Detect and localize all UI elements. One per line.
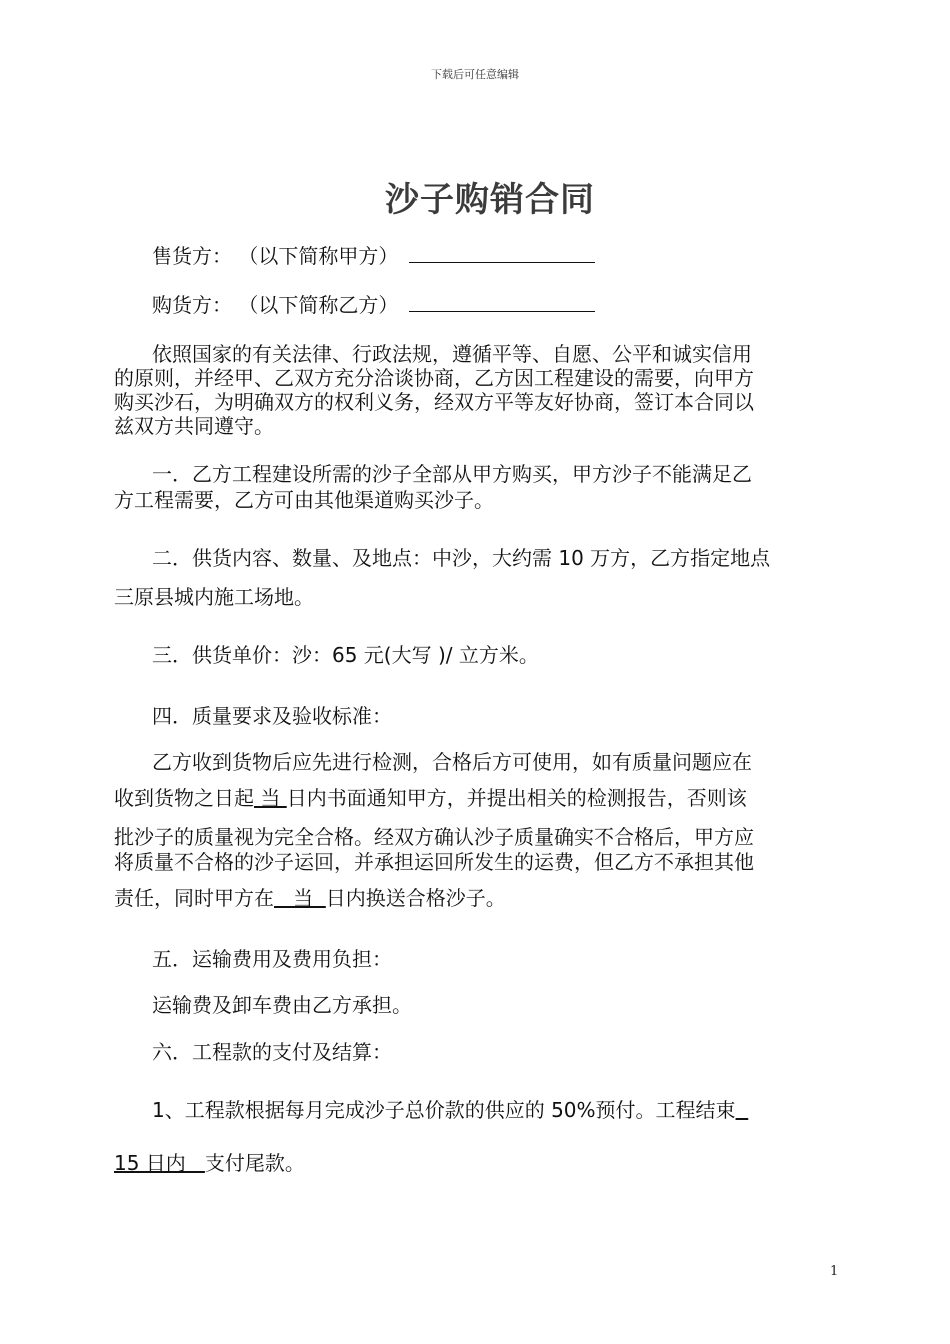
clause-4-line [114,785,834,811]
clause-4-text: 日内换送合格沙子。 [325,886,506,910]
page-title: 沙子购销合同 [385,180,595,220]
clause-6-item-1-line [114,1097,872,1123]
preamble-line: 兹双方共同遵守。 [114,414,274,438]
buyer-line [114,292,872,318]
seller-line [114,243,872,269]
page-number: 1 [830,1264,839,1279]
clause-6-text: 支付尾款。 [204,1151,305,1175]
seller-blank [409,244,595,263]
fill-in-days: 15 日内 [114,1151,205,1175]
clause-4-text: 责任，同时甲方在 [114,886,274,910]
clause-4-line [114,885,834,911]
fill-in-days [736,1098,749,1122]
clause-3-line: 三．供货单价：沙：65 元(大写 )/ 立方米。 [152,643,539,667]
fill-in-days: 当 [254,786,287,810]
clause-4-line: 批沙子的质量视为完全合格。经双方确认沙子质量确实不合格后，甲方应 [114,825,754,849]
clause-6-item-1-line [114,1150,834,1176]
clause-4-text: 收到货物之日起 [114,786,254,810]
preamble-line: 的原则，并经甲、乙双方充分洽谈协商，乙方因工程建设的需要，向甲方 [114,366,754,390]
buyer-blank [409,293,595,312]
clause-1-line: 方工程需要，乙方可由其他渠道购买沙子。 [114,488,494,512]
clause-2-line: 三原县城内施工场地。 [114,585,314,609]
clause-5-body: 运输费及卸车费由乙方承担。 [152,993,412,1017]
seller-note: （以下简称甲方） [238,244,399,268]
clause-2-line: 二．供货内容、数量、及地点：中沙，大约需 10 万方，乙方指定地点 [152,546,771,570]
fill-in-days: 当 [274,886,326,910]
header-note: 下载后可任意编辑 [431,68,519,81]
clause-1-line: 一．乙方工程建设所需的沙子全部从甲方购买，甲方沙子不能满足乙 [152,462,752,486]
preamble-line: 依照国家的有关法律、行政法规，遵循平等、自愿、公平和诚实信用 [152,342,752,366]
clause-6-text: 1、工程款根据每月完成沙子总价款的供应的 50%预付。工程结束 [152,1098,736,1122]
seller-label: 售货方： [152,244,232,268]
buyer-note: （以下简称乙方） [238,293,399,317]
clause-4-text: 日内书面通知甲方，并提出相关的检测报告，否则该 [286,786,747,810]
buyer-label: 购货方： [152,293,232,317]
clause-4-line: 乙方收到货物后应先进行检测，合格后方可使用，如有质量问题应在 [152,750,752,774]
preamble-line: 购买沙石，为明确双方的权利义务，经双方平等友好协商，签订本合同以 [114,390,754,414]
clause-4-heading: 四．质量要求及验收标准： [152,704,392,728]
clause-4-line: 将质量不合格的沙子运回，并承担运回所发生的运费，但乙方不承担其他 [114,850,754,874]
clause-5-heading: 五．运输费用及费用负担： [152,947,392,971]
clause-6-heading: 六．工程款的支付及结算： [152,1040,392,1064]
